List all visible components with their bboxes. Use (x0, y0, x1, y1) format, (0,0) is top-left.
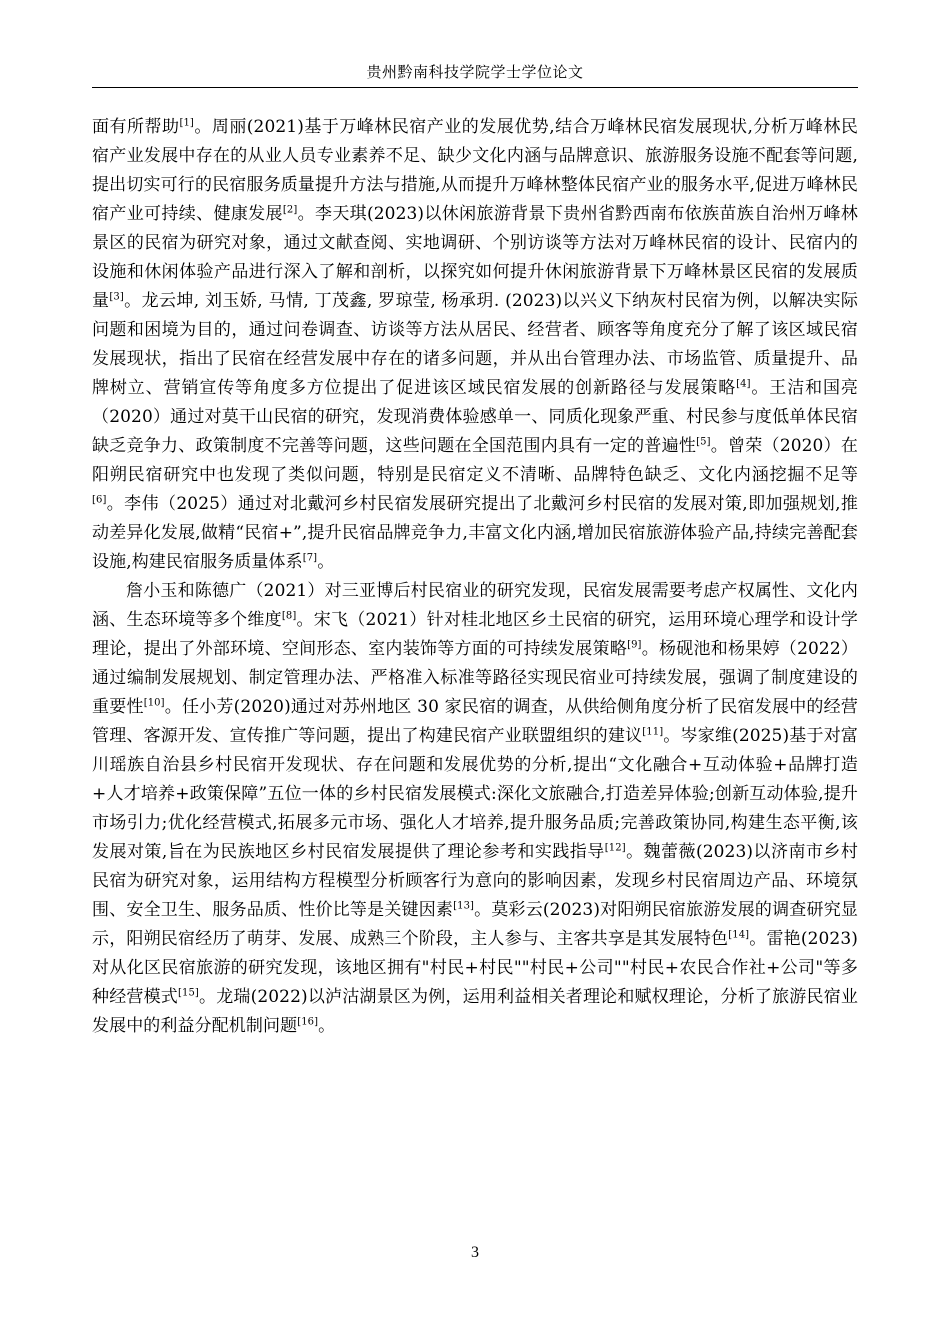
text-run: 。李伟（2025）通过对北戴河乡村民宿发展研究提出了北戴河乡村民宿的发展对策,即加强规划,推动差异化发展,做精“民宿+”,提升民宿品牌竞争力,丰富文化内涵,增加民宿旅游体验产品,持续完善配套设施,构建民宿服务质量体系 (92, 494, 858, 572)
running-header: 贵州黔南科技学院学士学位论文 (366, 63, 584, 81)
text-run: 。龙瑞(2022)以泸沽湖景区为例，运用利益相关者理论和赋权理论，分析了旅游民宿业发展中的利益分配机制问题 (92, 987, 858, 1036)
citation-marker: [9] (627, 639, 642, 651)
text-run: 。宋飞（2021）针对桂北地区乡土民宿的研究，运用环境心理学和设计学理论，提出了外部环境、空间形态、室内装饰等方面的可持续发展策略 (92, 610, 858, 659)
citation-marker: [10] (143, 697, 165, 709)
citation-marker: [7] (302, 552, 318, 564)
citation-marker: [4] (736, 378, 751, 390)
citation-marker: [6] (92, 494, 107, 506)
citation-marker: [12] (604, 842, 626, 854)
page-number: 3 (471, 1244, 479, 1261)
text-run: 。雷艳(2023)对从化区民宿旅游的研究发现，该地区拥有"村民+村民""村民+公司""村民+农民合作社+公司"等多种经营模式 (92, 929, 858, 1007)
text-run: 。曾荣（2020）在阳朔民宿研究中也发现了类似问题，特别是民宿定义不清晰、品牌特色缺乏、文化内涵挖掘不足等 (92, 436, 859, 485)
text-run: 。任小芳(2020)通过对苏州地区 30 家民宿的调查，从供给侧角度分析了民宿发展中的经营管理、客源开发、宣传推广等问题，提出了构建民宿产业联盟组织的建议 (92, 697, 858, 746)
citation-marker: [14] (728, 929, 750, 941)
text-run: 詹小玉和陈德广（2021）对三亚博后村民宿业的研究发现，民宿发展需要考虑产权属性、文化内涵、生态环境等多个维度 (92, 581, 858, 630)
text-run: 。魏蕾薇(2023)以济南市乡村民宿为研究对象，运用结构方程模型分析顾客行为意向的影响因素，发现乡村民宿周边产品、环境氛围、安全卫生、服务品质、性价比等是关键因素 (92, 842, 858, 920)
citation-marker: [2] (282, 204, 298, 216)
text-run: 。莫彩云(2023)对阳朔民宿旅游发展的调查研究显示，阳朔民宿经历了萌芽、发展、成熟三个阶段，主人参与、主客共享是其发展特色 (92, 900, 858, 949)
text-run: 。 (317, 552, 335, 572)
citation-marker: [16] (297, 1016, 319, 1028)
citation-marker: [15] (177, 987, 199, 999)
citation-marker: [11] (642, 726, 664, 738)
text-run: 。王洁和国亮（2020）通过对莫干山民宿的研究，发现消费体验感单一、同质化现象严重、村民参与度低单体民宿缺乏竞争力、政策制度不完善等问题，这些问题在全国范围内具有一定的普遍性 (92, 378, 858, 456)
text-run: 。龙云坤, 刘玉娇, 马情, 丁茂鑫, 罗琼莹, 杨承玥. (2023)以兴义下纳灰村民宿为例，以解决实际问题和困境为目的，通过问卷调查、访谈等方法从居民、经营者、顾客等角度充分了解了该区域民宿发展现状，指出了民宿在经营发展中存在的诸多问题，并从出台管理办法、市场监管、质量提升、品牌树立、营销宣传等角度多方位提出了促进该区域民宿发展的创新路径与发展策略 (92, 291, 858, 398)
paragraph (92, 113, 858, 577)
header-rule (92, 87, 858, 88)
citation-marker: [8] (281, 610, 297, 622)
text-run: 。李天琪(2023)以休闲旅游背景下贵州省黔西南布依族苗族自治州万峰林景区的民宿为研究对象，通过文献查阅、实地调研、个别访谈等方法对万峰林民宿的设计、民宿内的设施和休闲体验产品进行深入了解和剖析，以探究如何提升休闲旅游背景下万峰林景区民宿的发展质量 (92, 204, 858, 311)
citation-marker: [1] (179, 117, 194, 129)
text-run: 。杨砚池和杨果婷（2022）通过编制发展规划、制定管理办法、严格准入标准等路径实现民宿业可持续发展，强调了制度建设的重要性 (92, 639, 858, 717)
body-text (92, 113, 858, 1041)
citation-marker: [3] (109, 291, 124, 303)
citation-marker: [5] (696, 436, 711, 448)
text-run: 。周丽(2021)基于万峰林民宿产业的发展优势,结合万峰林民宿发展现状,分析万峰林民宿产业发展中存在的从业人员专业素养不足、缺少文化内涵与品牌意识、旅游服务设施不配套等问题,提出切实可行的民宿服务质量提升方法与措施,从而提升万峰林整体民宿产业的服务水平,促进万峰林民宿产业可持续、健康发展 (92, 117, 858, 224)
text-run: 。 (318, 1016, 336, 1036)
text-run: 。岑家维(2025)基于对富川瑶族自治县乡村民宿开发现状、存在问题和发展优势的分析,提出“文化融合+互动体验+品牌打造+人才培养+政策保障”五位一体的乡村民宿发展模式:深化文旅融合,打造差异体验;创新互动体验,提升市场引力;优化经营模式,拓展多元市场、强化人才培养,提升服务品质;完善政策协同,构建生态平衡,该发展对策,旨在为民族地区乡村民宿发展提供了理论参考和实践指导 (92, 726, 858, 862)
citation-marker: [13] (453, 900, 475, 912)
text-run: 面有所帮助 (92, 117, 180, 137)
paragraph (92, 577, 858, 1041)
